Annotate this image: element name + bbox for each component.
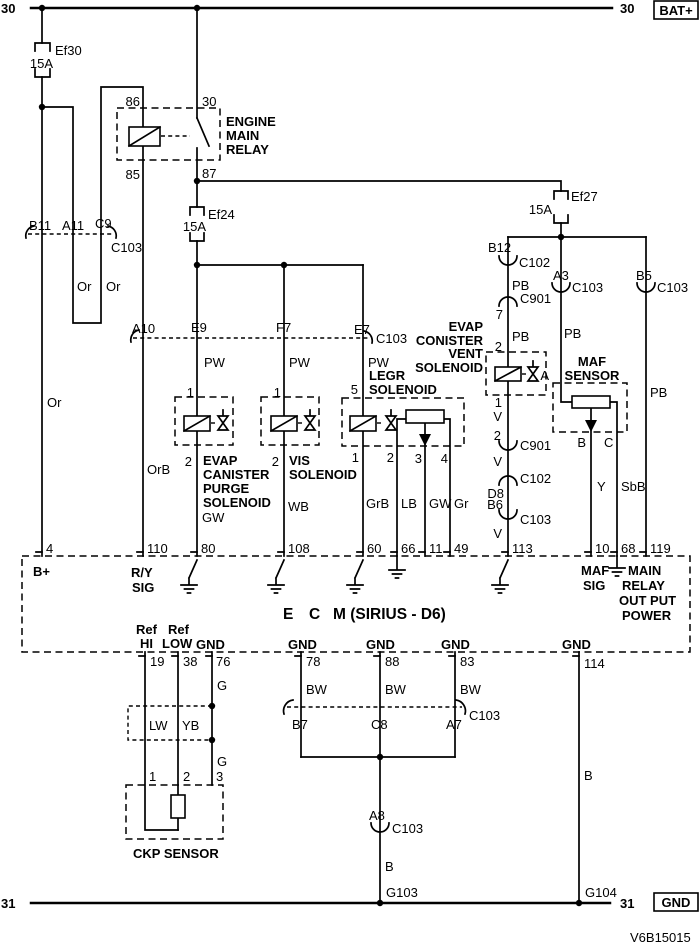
ckp-name: CKP SENSOR <box>133 846 219 861</box>
purge-name-1: EVAP <box>203 453 238 468</box>
purge-name-4: SOLENOID <box>203 495 271 510</box>
wire-color-or-b11: Or <box>47 395 62 410</box>
wire-color-orb: OrB <box>147 462 171 477</box>
ecm-pin-88: 88 <box>385 654 400 669</box>
ecm-driver-108 <box>268 560 284 593</box>
bat-terminal-label: BAT+ <box>659 3 693 18</box>
ecm-func-gnd-78: GND <box>288 637 317 652</box>
maf-element <box>572 396 610 408</box>
ecm-pin-68: 68 <box>621 541 636 556</box>
pin-d8: D8 <box>487 486 504 501</box>
wire-color-g-2: G <box>217 754 228 769</box>
ecm-pin-49: 49 <box>454 541 469 556</box>
ecm-func-hi: HI <box>140 636 153 651</box>
wire <box>197 181 561 191</box>
ecm-func-gnd-114: GND <box>562 637 591 652</box>
ecm-ground-66 <box>389 556 405 578</box>
wire-color-sbb: SbB <box>621 479 646 494</box>
connector-c102-name-2: C102 <box>520 471 552 486</box>
wire-color-gw2: GW <box>429 496 452 511</box>
evap-purge-solenoid <box>175 385 271 525</box>
wire-color-yb: YB <box>182 718 200 733</box>
legr-pin-2: 2 <box>386 450 394 465</box>
relay-switch-blade <box>197 118 209 146</box>
maf-arrow-icon <box>585 420 597 432</box>
wire-color-v-3: V <box>493 526 502 541</box>
wire <box>42 87 143 323</box>
maf-name-2: SENSOR <box>564 368 620 383</box>
connector-c103-mid <box>131 320 407 346</box>
wire-color-pw-f7: PW <box>289 355 310 370</box>
ecm-driver-80 <box>181 560 197 593</box>
fuse-ef27 <box>529 189 598 223</box>
diagram-code: V6B15015 <box>630 930 691 945</box>
maf-pin-b: B <box>577 435 586 450</box>
ground-g103-label: G103 <box>386 885 418 900</box>
relay-name-3: RELAY <box>226 142 269 157</box>
wire-color-gr: Gr <box>454 496 469 511</box>
connector-c103-name-3: C103 <box>520 512 552 527</box>
legr-pin-3: 3 <box>414 451 422 466</box>
fuse-ef24-rating: 15A <box>182 219 206 234</box>
ground-g104-branch <box>584 768 617 900</box>
wire-color-g-1: G <box>217 678 228 693</box>
ground-g103-branch <box>369 808 423 900</box>
maf-name-1: MAF <box>577 354 607 369</box>
fuse-ef30 <box>30 43 82 77</box>
ecm-pin-113: 113 <box>512 541 533 556</box>
ckp-pin-3: 3 <box>216 769 224 784</box>
wire-color-or-a11: Or <box>77 279 92 294</box>
wire-color-pb-1: PB <box>512 278 530 293</box>
ecm-func-maf-sig: SIG <box>583 578 606 593</box>
pin-e9: E9 <box>191 320 207 335</box>
pin-a8: A8 <box>369 808 385 823</box>
connector-c901-name: C901 <box>520 291 552 306</box>
connector-c103-name-a8: C103 <box>392 821 424 836</box>
connector-name: C103 <box>469 708 501 723</box>
maf-pin-a: A <box>540 368 549 383</box>
fuse-ef24 <box>183 207 235 241</box>
pin-a3: A3 <box>553 268 569 283</box>
ground-rail-31 <box>1 893 698 945</box>
vent-name-3: VENT <box>448 346 483 361</box>
ecm-func-low: LOW <box>162 636 193 651</box>
wire-color-y: Y <box>597 479 606 494</box>
wire <box>397 419 406 556</box>
fuse-ef30-rating: 15A <box>29 56 53 71</box>
ckp-pin-2: 2 <box>183 769 191 784</box>
ecm-ground-68 <box>609 556 625 576</box>
ecm-func-ref1: Ref <box>136 622 157 637</box>
vis-pin-2: 2 <box>271 454 279 469</box>
ecm-pin-83: 83 <box>460 654 475 669</box>
vis-pin-1: 1 <box>273 385 281 400</box>
wire-color-v-2: V <box>493 454 502 469</box>
ecm-pin-11: 11 <box>429 541 443 556</box>
ckp-shield-box <box>128 706 212 740</box>
pin-e7: E7 <box>354 322 370 337</box>
fuse-ef24-label: Ef24 <box>208 207 235 222</box>
relay-pin-85: 85 <box>125 167 140 182</box>
wire <box>444 419 450 556</box>
pin-b12: B12 <box>488 240 512 255</box>
relay-name-2: MAIN <box>226 128 260 143</box>
vent-pin-1: 1 <box>494 395 502 410</box>
vent-name-1: EVAP <box>448 319 483 334</box>
pin-b11: B11 <box>29 218 52 233</box>
vent-valve-icon <box>528 361 538 381</box>
fuse-ef27-rating: 15A <box>528 202 552 217</box>
purge-pin-1: 1 <box>186 385 194 400</box>
wire-color-bw-88: BW <box>385 682 406 697</box>
connector-c103-name-b5: C103 <box>657 280 689 295</box>
legr-pin-1: 1 <box>351 450 359 465</box>
ckp-pickup-coil <box>171 795 185 818</box>
connector-c103-top <box>26 216 142 294</box>
connector-c103-name-a3: C103 <box>572 280 604 295</box>
purge-pin-2: 2 <box>184 454 192 469</box>
purge-name-2: CANISTER <box>203 467 270 482</box>
ecm-pin-114: 114 <box>584 656 605 671</box>
relay-pin-30: 30 <box>202 94 217 109</box>
ecm-func-gnd-76: GND <box>196 637 225 652</box>
wire-color-b-g104: B <box>584 768 593 783</box>
ecm-driver-113 <box>492 560 508 593</box>
ecm-func-power: POWER <box>622 608 672 623</box>
wire-color-pw-e9: PW <box>204 355 225 370</box>
legr-position-sensor <box>406 410 444 423</box>
purge-valve-icon <box>218 410 228 430</box>
rail31-label-right: 31 <box>620 896 635 911</box>
wire-color-b-g103: B <box>385 859 394 874</box>
rail31-label-left: 31 <box>1 896 16 911</box>
pin-c9: C9 <box>95 216 112 231</box>
fuse-ef30-label: Ef30 <box>55 43 82 58</box>
connector-c102-name: C102 <box>519 255 551 270</box>
ecm-title-e: E <box>283 606 294 623</box>
legr-name-1: LEGR <box>369 368 406 383</box>
wire-color-pb-b5: PB <box>650 385 668 400</box>
legr-pin-4: 4 <box>440 451 448 466</box>
pin-f7: F7 <box>276 320 292 335</box>
vent-name-2: CONISTER <box>415 333 483 348</box>
ecm-driver-60 <box>347 560 363 593</box>
vis-name-2: SOLENOID <box>289 467 357 482</box>
ecm-pin-10: 10 <box>595 541 610 556</box>
wire-color-pb-a3: PB <box>564 326 582 341</box>
ecm-pin-38: 38 <box>183 654 198 669</box>
relay-pin-86: 86 <box>125 94 140 109</box>
legr-valve-icon <box>386 410 396 430</box>
wire-color-gw: GW <box>202 510 225 525</box>
ecm-pin-4: 4 <box>46 541 54 556</box>
pin-a10: A10 <box>132 321 156 336</box>
ecm-func-bplus: B+ <box>33 564 50 579</box>
legr-name-2: SOLENOID <box>369 382 437 397</box>
wire-color-wb: WB <box>288 499 309 514</box>
connector-name: C103 <box>376 331 408 346</box>
relay-pin-87: 87 <box>202 166 217 181</box>
ecm-pin-66: 66 <box>401 541 416 556</box>
pin-2-c901: 2 <box>493 428 501 443</box>
ecm-pin-110: 110 <box>147 541 168 556</box>
pin-b5: B5 <box>636 268 652 283</box>
ecm-func-gnd-83: GND <box>441 637 470 652</box>
b5-branch <box>636 268 688 400</box>
ecm-func-ref2: Ref <box>168 622 189 637</box>
wire-color-lb: LB <box>401 496 417 511</box>
ecm-func-ry-sig: SIG <box>132 580 155 595</box>
wire-color-bw-78: BW <box>306 682 327 697</box>
vent-pin-2: 2 <box>494 339 502 354</box>
ecm-pin-78: 78 <box>306 654 321 669</box>
legr-wiper-arrow-icon <box>419 434 431 446</box>
ecm-pin-80: 80 <box>201 541 216 556</box>
power-rail-30 <box>1 1 698 19</box>
wire-color-bw-83: BW <box>460 682 481 697</box>
connector-c103-bottom <box>284 682 501 732</box>
pin-b6: B6 <box>487 497 503 512</box>
legr-pin-5: 5 <box>350 382 358 397</box>
ecm-pin-108: 108 <box>288 541 310 556</box>
ecm-func-gnd-88: GND <box>366 637 395 652</box>
ecm-func-main: MAIN <box>628 563 662 578</box>
purge-name-3: PURGE <box>203 481 250 496</box>
pin-a11: A11 <box>62 218 85 233</box>
ecm-func-output: OUT PUT <box>619 593 677 608</box>
ecm <box>22 541 690 671</box>
ecm-title-c: C <box>309 606 321 623</box>
gnd-terminal-label: GND <box>661 895 691 910</box>
ecm-pin-76: 76 <box>216 654 231 669</box>
connector-c901-name-2: C901 <box>520 438 552 453</box>
vis-name-1: VIS <box>289 453 310 468</box>
ecm-pin-119: 119 <box>650 541 671 556</box>
vis-valve-icon <box>305 410 315 430</box>
fuse-ef27-label: Ef27 <box>571 189 598 204</box>
vent-name-4: SOLENOID <box>415 360 483 375</box>
wire-color-pb-2: PB <box>512 329 530 344</box>
maf-pin-c: C <box>604 435 614 450</box>
ecm-pin-60: 60 <box>367 541 382 556</box>
wire-color-pw-e7: PW <box>368 355 389 370</box>
ecm-func-ry: R/Y <box>131 565 153 580</box>
pin-7: 7 <box>495 307 503 322</box>
wire-color-grb: GrB <box>366 496 390 511</box>
wire-color-or-c9: Or <box>106 279 121 294</box>
pin-c8: C8 <box>371 717 388 732</box>
pin-a7: A7 <box>446 717 462 732</box>
wire <box>610 402 617 556</box>
connector-name: C103 <box>111 240 143 255</box>
pin-b7: B7 <box>292 717 308 732</box>
ecm-pin-19: 19 <box>150 654 165 669</box>
rail30-label-right: 30 <box>620 1 635 16</box>
rail30-label-left: 30 <box>1 1 16 16</box>
relay-name-1: ENGINE <box>226 114 276 129</box>
ground-g104-label: G104 <box>585 885 617 900</box>
ecm-func-relay: RELAY <box>622 578 665 593</box>
ecm-func-maf: MAF <box>581 563 610 578</box>
wire-color-lw: LW <box>149 718 168 733</box>
wire-color-v-1: V <box>493 409 502 424</box>
ckp-pin-1: 1 <box>149 769 157 784</box>
maf-sensor <box>540 268 645 494</box>
ecm-title-m: M (SIRIUS - D6) <box>333 606 446 623</box>
